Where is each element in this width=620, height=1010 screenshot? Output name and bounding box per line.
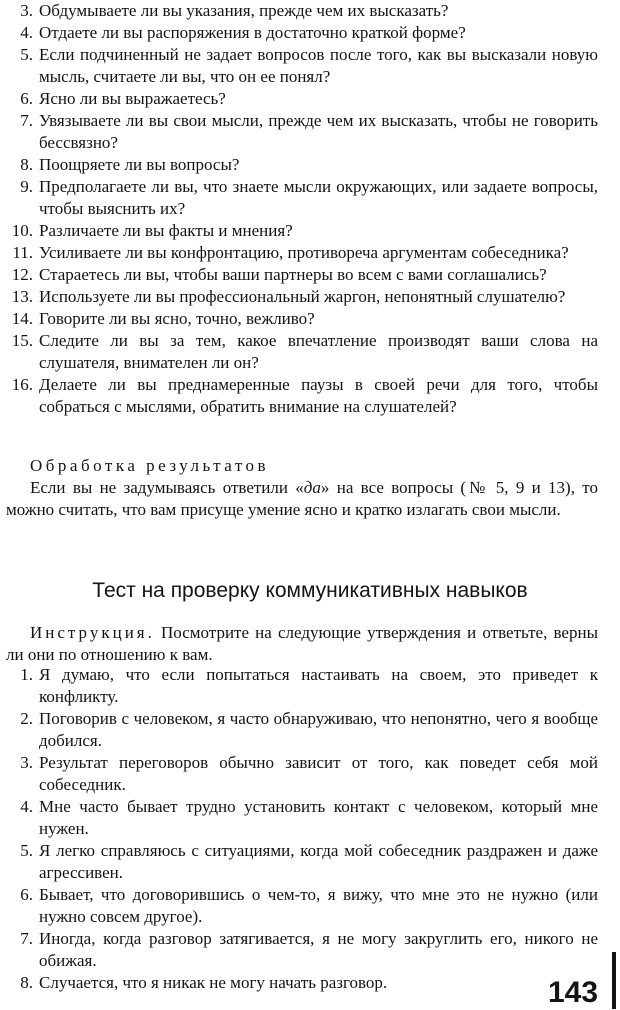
question-item-text: Ясно ли вы выражаетесь? <box>39 89 226 108</box>
results-heading: Обработка результатов <box>30 456 270 475</box>
question-item <box>6 330 598 374</box>
statement-item <box>6 752 598 796</box>
statement-item-number: 2. <box>20 709 33 728</box>
question-item-text: Стараетесь ли вы, чтобы ваши партнеры во всем с вами соглашались? <box>39 265 547 284</box>
statement-item-text: Результат переговоров обычно зависит от того, как поведет себя мой собеседник. <box>39 753 598 794</box>
question-item-number: 11. <box>12 243 33 262</box>
statement-item-text: Я думаю, что если попытаться настаивать на своем, это приведет к конфликту. <box>39 665 598 706</box>
statement-item <box>6 972 598 994</box>
question-item <box>6 286 598 308</box>
question-item <box>6 220 598 242</box>
results-text <box>6 477 598 521</box>
statement-item-number: 5. <box>20 841 33 860</box>
page-number: 143 <box>548 976 599 1009</box>
question-item-text: Используете ли вы профессиональный жаргон, непонятный слушателю? <box>39 287 566 306</box>
question-item-number: 3. <box>20 1 33 20</box>
statement-item-text: Случается, что я никак не могу начать разговор. <box>39 973 388 992</box>
question-item <box>6 264 598 286</box>
question-item <box>6 88 598 110</box>
statement-item-text: Бывает, что договорившись о чем-то, я вижу, что мне это не нужно (или нужно совсем другое). <box>39 885 598 926</box>
question-item-number: 14. <box>11 309 33 328</box>
question-item-text: Отдаете ли вы распоряжения в достаточно краткой форме? <box>39 23 466 42</box>
question-item-text: Увязываете ли вы свои мысли, прежде чем их высказать, чтобы не говорить бессвязно? <box>39 111 598 152</box>
statement-item-number: 6. <box>20 885 33 904</box>
statement-item-text: Я легко справляюсь с ситуациями, когда мой собеседник раздражен и даже агрессивен. <box>39 841 598 882</box>
question-item-number: 10. <box>11 221 33 240</box>
question-item-text: Если подчиненный не задает вопросов после того, как вы высказали новую мысль, считаете ли вы, что он ее понял? <box>39 45 598 86</box>
question-item-text: Говорите ли вы ясно, точно, вежливо? <box>39 309 315 328</box>
question-item-text: Следите ли вы за тем, какое впечатление производят ваши слова на слушателя, внимателен ли он? <box>39 331 598 372</box>
question-item-text: Различаете ли вы факты и мнения? <box>39 221 293 240</box>
question-item-number: 5. <box>20 45 33 64</box>
instructions <box>6 622 598 666</box>
question-item-text: Предполагаете ли вы, что знаете мысли окружающих, или задаете вопросы, чтобы выяснить их? <box>39 177 598 218</box>
section-title: Тест на проверку коммуникативных навыков <box>92 579 528 602</box>
statement-item-number: 3. <box>20 753 33 772</box>
statement-item <box>6 928 598 972</box>
results-text-after: » на все вопросы (№ 5, 9 и 13), то можно считать, что вам присуще умение ясно и кратко излагать свои мысли. <box>6 478 598 519</box>
statement-item-text: Поговорив с человеком, я часто обнаруживаю, что непонятно, чего я вообще добился. <box>39 709 598 750</box>
statement-list <box>6 664 598 994</box>
question-item-number: 16. <box>11 375 33 394</box>
question-item-number: 6. <box>20 89 33 108</box>
statement-item <box>6 796 598 840</box>
question-item <box>6 22 598 44</box>
statement-item-number: 7. <box>20 929 33 948</box>
question-item-text: Усиливаете ли вы конфронтацию, противореча аргументам собеседника? <box>39 243 569 262</box>
question-item-text: Делаете ли вы преднамеренные паузы в своей речи для того, чтобы собраться с мыслями, обратить внимание на слушателей? <box>39 375 598 416</box>
question-item <box>6 154 598 176</box>
question-item <box>6 308 598 330</box>
page-edge-rule <box>612 952 616 1009</box>
question-item-number: 9. <box>20 177 33 196</box>
statement-item-number: 8. <box>20 973 33 992</box>
question-item-text: Поощряете ли вы вопросы? <box>39 155 240 174</box>
statement-item <box>6 884 598 928</box>
question-item-number: 13. <box>11 287 33 306</box>
results-text-before: Если вы не задумываясь ответили « <box>30 478 304 497</box>
statement-item-number: 4. <box>20 797 33 816</box>
question-item-number: 8. <box>20 155 33 174</box>
question-item-number: 7. <box>20 111 33 130</box>
question-item-text: Обдумываете ли вы указания, прежде чем их высказать? <box>39 1 449 20</box>
statement-item <box>6 840 598 884</box>
question-item <box>6 176 598 220</box>
question-item <box>6 242 598 264</box>
question-item <box>6 110 598 154</box>
question-item <box>6 44 598 88</box>
statement-item <box>6 708 598 752</box>
question-list <box>6 0 598 418</box>
statement-item-text: Мне часто бывает трудно установить контакт с человеком, который мне нужен. <box>39 797 598 838</box>
results-processing <box>6 455 598 521</box>
question-item-number: 15. <box>11 331 33 350</box>
instructions-text: Посмотрите на следующие утверждения и ответьте, верны ли они по отношению к вам. <box>6 623 598 664</box>
question-item <box>6 0 598 22</box>
statement-item-number: 1. <box>20 665 33 684</box>
statement-item-text: Иногда, когда разговор затягивается, я не могу закруглить его, никого не обижая. <box>39 929 598 970</box>
question-item <box>6 374 598 418</box>
question-item-number: 4. <box>20 23 33 42</box>
question-item-number: 12. <box>11 265 33 284</box>
answer-word: да <box>303 478 321 497</box>
instructions-label: Инструкция. <box>30 623 155 642</box>
statement-item <box>6 664 598 708</box>
